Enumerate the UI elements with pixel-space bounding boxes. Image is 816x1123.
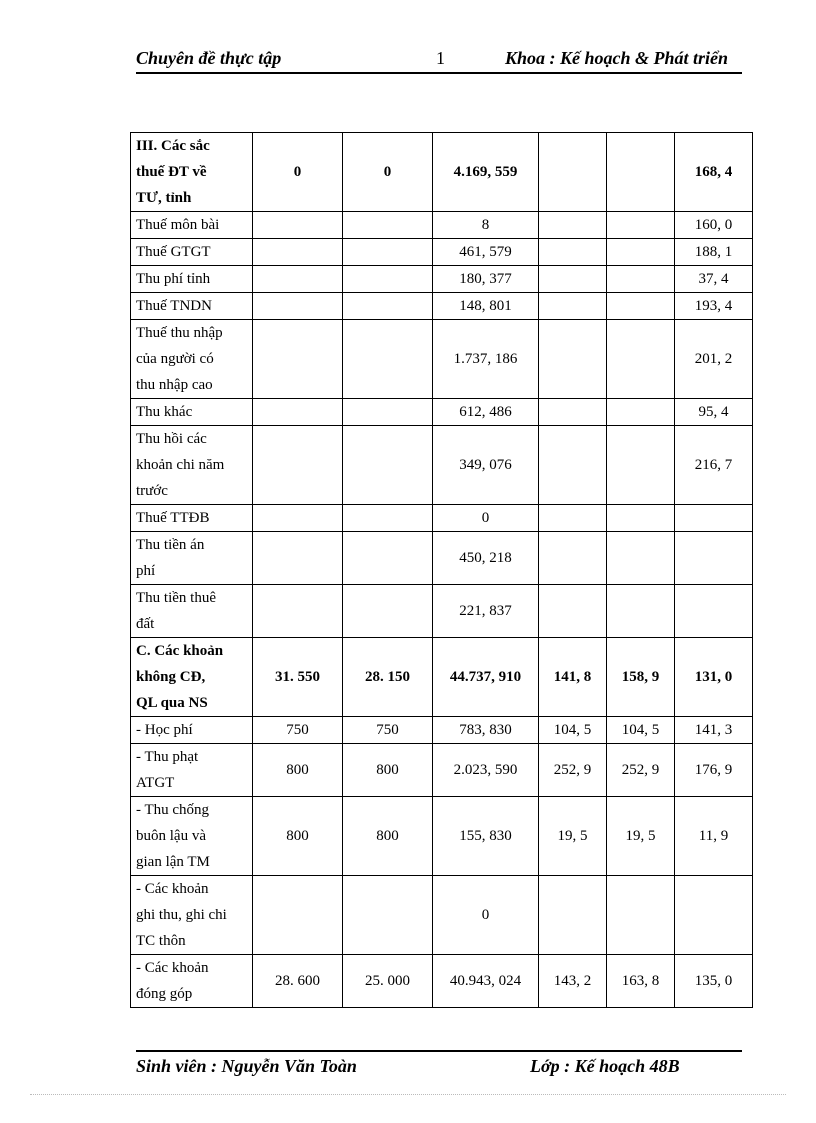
table-cell [343,320,433,399]
row-label [131,212,253,239]
table-cell: 800 [343,744,433,797]
table-cell: 141, 3 [675,717,753,744]
table-cell: 221, 837 [433,585,539,638]
table-cell [343,876,433,955]
table-cell: 37, 4 [675,266,753,293]
row-label [131,399,253,426]
table-cell: 155, 830 [433,797,539,876]
table-cell [343,293,433,320]
table-cell [607,585,675,638]
row-label-line: buôn lậu và [136,828,206,844]
row-label-line: Thu khác [136,404,193,420]
table-cell: 188, 1 [675,239,753,266]
row-label-line: thu nhập cao [136,377,213,393]
table-cell [539,133,607,212]
table-cell: 163, 8 [607,955,675,1008]
table-row [131,638,753,717]
table-cell [253,876,343,955]
row-label-line: Thu tiền thuê [136,590,216,606]
table-cell: 11, 9 [675,797,753,876]
table-cell: 750 [253,717,343,744]
table-row [131,426,753,505]
row-label [131,293,253,320]
table-cell: 135, 0 [675,955,753,1008]
row-label [131,955,253,1008]
table-cell [539,585,607,638]
table-cell: 19, 5 [539,797,607,876]
table-row [131,585,753,638]
table-cell: 158, 9 [607,638,675,717]
table-cell [539,876,607,955]
table-cell: 0 [253,133,343,212]
table-row [131,239,753,266]
table-row [131,293,753,320]
row-label [131,266,253,293]
table-row [131,399,753,426]
table-cell [343,505,433,532]
table-row [131,532,753,585]
footer-class: Lớp : Kế hoạch 48B [530,1056,680,1076]
bottom-divider [30,1094,786,1095]
table-cell: 131, 0 [675,638,753,717]
table-cell [607,426,675,505]
table-cell: 104, 5 [539,717,607,744]
table-cell: 2.023, 590 [433,744,539,797]
table-cell: 168, 4 [675,133,753,212]
row-label [131,505,253,532]
table-cell [253,266,343,293]
row-label [131,239,253,266]
row-label-line: III. Các sắc [136,138,210,154]
table-cell: 28. 600 [253,955,343,1008]
table-cell: 4.169, 559 [433,133,539,212]
row-label-line: Thu hồi các [136,431,207,447]
row-label-line: - Các khoản [136,960,209,976]
table-cell: 180, 377 [433,266,539,293]
row-label [131,744,253,797]
table-cell: 252, 9 [539,744,607,797]
table-cell: 252, 9 [607,744,675,797]
row-label-line: Thuế môn bài [136,217,220,233]
row-label [131,717,253,744]
table-cell [343,426,433,505]
row-label-line: đóng góp [136,986,193,1002]
row-label-line: Thuế TTĐB [136,510,210,526]
footer-student: Sinh viên : Nguyễn Văn Toàn [136,1056,357,1076]
row-label-line: QL qua NS [136,695,208,711]
table-cell: 40.943, 024 [433,955,539,1008]
table-cell: 612, 486 [433,399,539,426]
row-label [131,797,253,876]
row-label-line: Thu tiền án [136,537,205,553]
table-cell [539,212,607,239]
table-cell [343,399,433,426]
table-cell: 176, 9 [675,744,753,797]
row-label-line: - Thu phạt [136,749,199,765]
table-cell [539,532,607,585]
table-cell: 148, 801 [433,293,539,320]
table-row [131,133,753,212]
row-label-line: Thuế GTGT [136,244,211,260]
table-cell [253,399,343,426]
row-label-line: ATGT [136,775,175,791]
table-cell: 450, 218 [433,532,539,585]
table-cell [607,293,675,320]
table-cell: 800 [253,797,343,876]
table-cell: 8 [433,212,539,239]
table-cell: 0 [433,876,539,955]
table-cell: 1.737, 186 [433,320,539,399]
table-cell: 216, 7 [675,426,753,505]
table-cell: 141, 8 [539,638,607,717]
row-label-line: trước [136,483,168,499]
row-label-line: đất [136,616,155,632]
table-cell [607,239,675,266]
row-label-line: - Thu chống [136,802,210,818]
table-cell [539,266,607,293]
row-label [131,585,253,638]
table-cell [607,266,675,293]
row-label-line: - Các khoản [136,881,209,897]
table-cell [607,876,675,955]
row-label-line: TC thôn [136,933,186,949]
table-cell: 750 [343,717,433,744]
table-cell [253,320,343,399]
table-cell [675,532,753,585]
table-row [131,320,753,399]
table-row [131,212,753,239]
table-cell: 461, 579 [433,239,539,266]
table-cell [253,426,343,505]
table-cell: 104, 5 [607,717,675,744]
header-title: Chuyên đề thực tập [136,48,282,68]
table-cell: 800 [343,797,433,876]
row-label [131,133,253,212]
row-label-line: khoản chi năm [136,457,225,473]
row-label [131,638,253,717]
page-footer [136,1050,742,1082]
table-cell: 19, 5 [607,797,675,876]
table-cell [343,266,433,293]
table-cell [253,505,343,532]
table-cell: 0 [343,133,433,212]
table-cell [539,426,607,505]
table-cell [675,505,753,532]
table-cell: 349, 076 [433,426,539,505]
table-cell [253,293,343,320]
row-label-line: phí [136,563,156,579]
table-cell [675,876,753,955]
row-label [131,876,253,955]
table-cell [253,212,343,239]
table-row [131,505,753,532]
table-cell: 160, 0 [675,212,753,239]
table-row [131,744,753,797]
table-cell [607,532,675,585]
table-cell [675,585,753,638]
table-cell [539,320,607,399]
table-cell: 25. 000 [343,955,433,1008]
row-label-line: - Học phí [136,722,193,738]
table-row [131,266,753,293]
table-cell: 28. 150 [343,638,433,717]
row-label-line: không CĐ, [136,669,206,685]
page-number: 1 [436,48,445,68]
table-cell: 783, 830 [433,717,539,744]
row-label-line: Thu phí tỉnh [136,271,211,287]
table-cell [343,239,433,266]
table-cell [607,212,675,239]
table-cell [607,505,675,532]
row-label-line: TƯ, tỉnh [136,190,192,206]
row-label-line: thuế ĐT về [136,164,207,180]
table-cell: 193, 4 [675,293,753,320]
table-cell [253,532,343,585]
header-faculty: Khoa : Kế hoạch & Phát triển [504,48,728,68]
table-cell [539,239,607,266]
page-header [136,46,742,74]
row-label-line: ghi thu, ghi chi [136,907,227,923]
table-cell [607,320,675,399]
table-cell [343,585,433,638]
table-cell: 44.737, 910 [433,638,539,717]
row-label [131,320,253,399]
table-cell: 95, 4 [675,399,753,426]
row-label-line: Thuế TNDN [136,298,212,314]
row-label-line: C. Các khoản [136,643,224,659]
table-row [131,955,753,1008]
table-cell: 201, 2 [675,320,753,399]
table-cell [343,212,433,239]
table-cell: 143, 2 [539,955,607,1008]
table-cell [253,239,343,266]
table-cell [539,399,607,426]
row-label-line: Thuế thu nhập [136,325,223,341]
row-label-line: của người có [136,351,214,367]
row-label [131,532,253,585]
table-cell [253,585,343,638]
table-cell: 0 [433,505,539,532]
table-cell [539,505,607,532]
table-cell [607,399,675,426]
revenue-table [130,132,753,1008]
row-label-line: gian lận TM [136,854,210,870]
table-cell [343,532,433,585]
row-label [131,426,253,505]
table-row [131,876,753,955]
table-cell [539,293,607,320]
table-cell [607,133,675,212]
table-row [131,797,753,876]
table-cell: 800 [253,744,343,797]
table-cell: 31. 550 [253,638,343,717]
table-row [131,717,753,744]
